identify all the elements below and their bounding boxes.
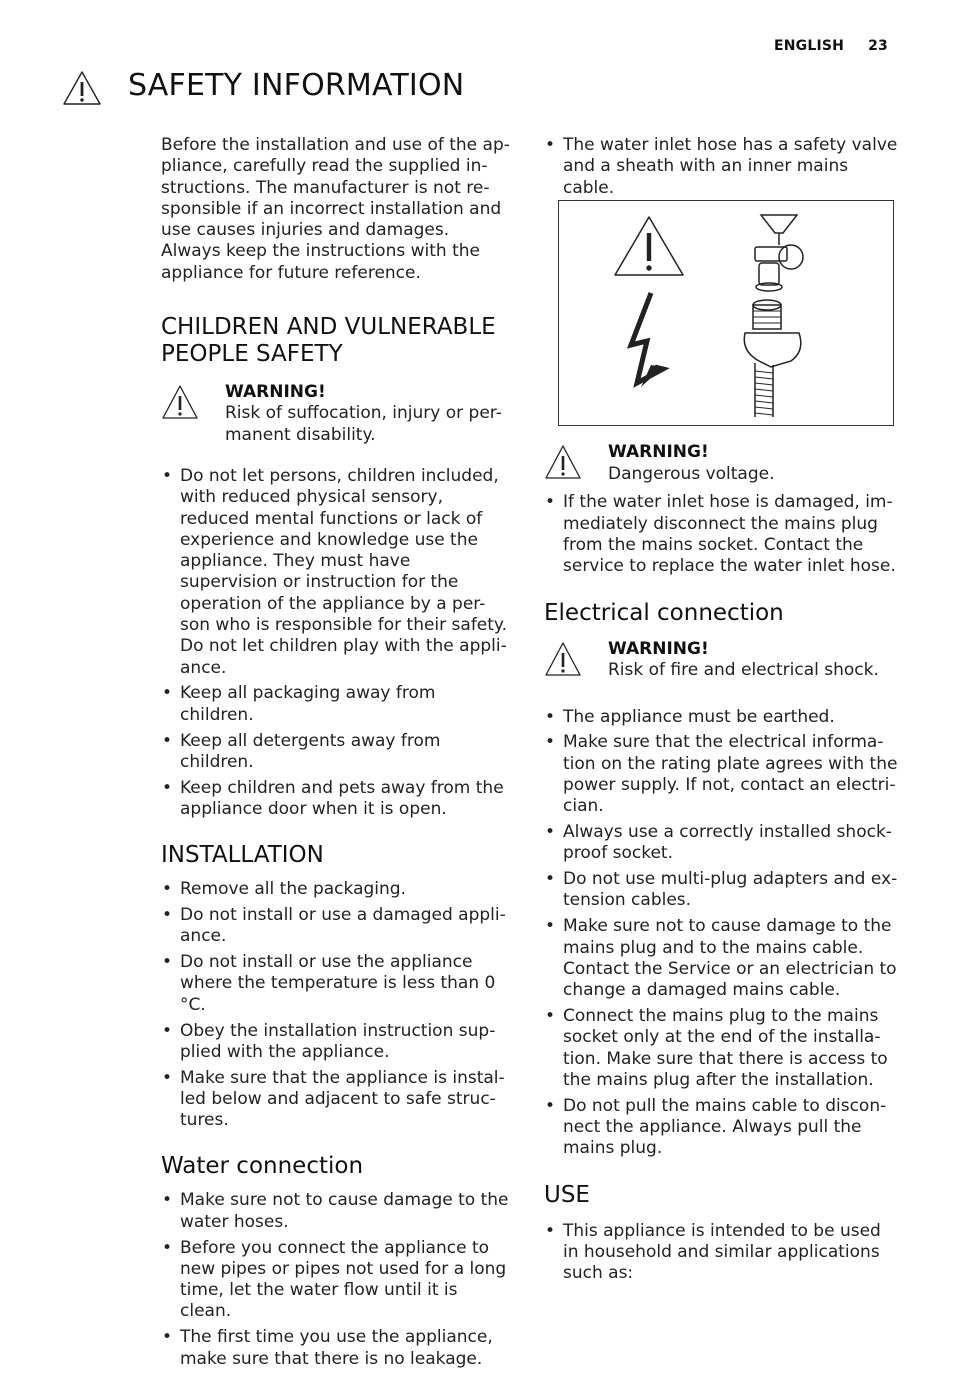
- list-item: • The first time you use the appliance, make sure that there is no leakage.: [161, 1327, 513, 1370]
- page-header: [774, 38, 888, 54]
- warning-triangle-icon: [544, 641, 582, 677]
- installation-list: [161, 879, 513, 1131]
- warning-text: Risk of suffocation, injury or per-manent disability.: [225, 403, 502, 445]
- list-item: • Do not install or use the appliance where the temperature is less than 0 °C.: [161, 952, 513, 1016]
- list-item: • Do not install or use a damaged appli-ance.: [161, 905, 513, 948]
- water-heading: Water connection: [161, 1153, 364, 1180]
- warning-title: WARNING!: [608, 638, 709, 659]
- children-heading: CHILDREN AND VULNERABLE PEOPLE SAFETY: [161, 314, 496, 368]
- voltage-warning: [544, 442, 900, 492]
- list-item: • Obey the installation instruction sup-plied with the appliance.: [161, 1021, 513, 1064]
- water-after-list: [544, 492, 900, 577]
- water-inlet-hose-illustration-graphic: [559, 201, 893, 425]
- warning-title: WARNING!: [225, 382, 326, 403]
- list-item: • Make sure not to cause damage to the water hoses.: [161, 1190, 513, 1233]
- list-item: • Before you connect the appliance to new pipes or pipes not used for a long time, let the water flow until it is clean.: [161, 1238, 513, 1323]
- electrical-heading: Electrical connection: [544, 599, 784, 626]
- water-continued-list: [544, 135, 900, 199]
- use-heading: USE: [544, 1181, 590, 1208]
- list-item: • Do not let persons, children included, with reduced physical sensory, reduced mental functions or lack of experience and knowledge use the appliance. They must have supervision or instruction for the operation of the appliance by a per-son who is responsible for their safety. Do not let children play with the appli-ance.: [161, 466, 513, 679]
- list-item: • Keep all packaging away from children.: [161, 683, 513, 726]
- list-item: • This appliance is intended to be used in household and similar applications such as:: [544, 1221, 900, 1285]
- list-item: • The appliance must be earthed.: [544, 707, 900, 728]
- language-label: ENGLISH: [774, 38, 845, 54]
- list-item: • Remove all the packaging.: [161, 879, 513, 900]
- warning-title: WARNING!: [608, 442, 709, 463]
- use-list: [544, 1221, 900, 1285]
- list-item: • Keep children and pets away from the appliance door when it is open.: [161, 778, 513, 821]
- intro-paragraph: Before the installation and use of the ap-pliance, carefully read the supplied in-structions. The manufacturer is not re-sponsible if an incorrect installation and use causes injuries and damages. Always keep the instructions with the appliance for future reference.: [161, 135, 510, 283]
- list-item: • Connect the mains plug to the mains socket only at the end of the installa-tion. Make sure that there is access to the mains plug after the installation.: [544, 1006, 900, 1091]
- left-column: [161, 135, 513, 1374]
- page-number: 23: [868, 38, 888, 54]
- list-item: • The water inlet hose has a safety valve and a sheath with an inner mains cable.: [544, 135, 900, 199]
- warning-text: Dangerous voltage.: [608, 463, 775, 484]
- list-item: • If the water inlet hose is damaged, im-mediately disconnect the mains plug from the mains socket. Contact the service to replace the water inlet hose.: [544, 492, 900, 577]
- children-warning: [161, 382, 513, 446]
- list-item: • Make sure not to cause damage to the mains plug and to the mains cable. Contact the Service or an electrician to change a damaged mains cable.: [544, 916, 900, 1001]
- list-item: • Do not use multi-plug adapters and ex-tension cables.: [544, 869, 900, 912]
- children-list: [161, 466, 513, 820]
- list-item: • Make sure that the appliance is instal-led below and adjacent to safe struc-tures.: [161, 1068, 513, 1132]
- installation-heading: INSTALLATION: [161, 842, 324, 869]
- warning-triangle-icon: [544, 444, 582, 480]
- warning-text: Risk of fire and electrical shock.: [608, 659, 879, 680]
- list-item: • Always use a correctly installed shock-proof socket.: [544, 822, 900, 865]
- warning-triangle-icon: [62, 70, 102, 106]
- page-title: SAFETY INFORMATION: [128, 68, 465, 103]
- list-item: • Keep all detergents away from children.: [161, 731, 513, 774]
- list-item: • Make sure that the electrical informa-tion on the rating plate agrees with the power supply. If not, contact an electri-cian.: [544, 732, 900, 817]
- warning-triangle-icon: [161, 384, 199, 420]
- electrical-list: [544, 707, 900, 1160]
- water-inlet-hose-illustration: [558, 200, 894, 426]
- right-column: [544, 135, 900, 1289]
- water-list: [161, 1190, 513, 1369]
- electrical-warning: [544, 639, 900, 689]
- list-item: • Do not pull the mains cable to discon-nect the appliance. Always pull the mains plug.: [544, 1096, 900, 1160]
